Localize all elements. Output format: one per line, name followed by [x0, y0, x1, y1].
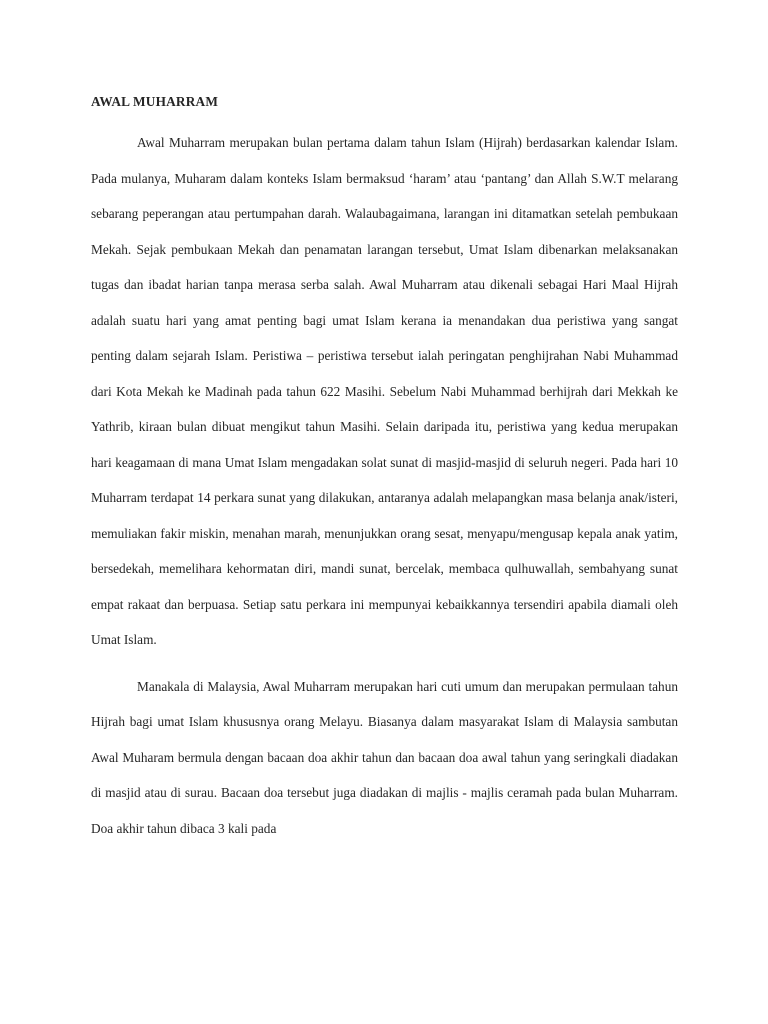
document-body: [91, 90, 678, 846]
paragraph-1: Awal Muharram merupakan bulan pertama dalam tahun Islam (Hijrah) berdasarkan kalendar Islam. Pada mulanya, Muharam dalam konteks Islam bermaksud ‘haram’ atau ‘pantang’ dan Allah S.W.T melarang sebarang peperangan atau pertumpahan darah. Walaubagaimana, larangan ini ditamatkan setelah pembukaan Mekah. Sejak pembukaan Mekah dan penamatan larangan tersebut, Umat Islam dibenarkan melaksanakan tugas dan ibadat harian tanpa merasa serba salah. Awal Muharram atau dikenali sebagai Hari Maal Hijrah adalah suatu hari yang amat penting bagi umat Islam kerana ia menandakan dua peristiwa yang sangat penting dalam sejarah Islam. Peristiwa – peristiwa tersebut ialah peringatan penghijrahan Nabi Muhammad dari Kota Mekah ke Madinah pada tahun 622 Masihi. Sebelum Nabi Muhammad berhijrah dari Mekkah ke Yathrib, kiraan bulan dibuat mengikut tahun Masihi. Selain daripada itu, peristiwa yang kedua merupakan hari keagamaan di mana Umat Islam mengadakan solat sunat di masjid-masjid di seluruh negeri. Pada hari 10 Muharram terdapat 14 perkara sunat yang dilakukan, antaranya adalah melapangkan masa belanja anak/isteri, memuliakan fakir miskin, menahan marah, menunjukkan orang sesat, menyapu/mengusap kepala anak yatim, bersedekah, memelihara kehormatan diri, mandi sunat, bercelak, membaca qulhuwallah, sembahyang sunat empat rakaat dan berpuasa. Setiap satu perkara ini mempunyai kebaikkannya tersendiri apabila diamali oleh Umat Islam.: [91, 135, 678, 647]
document-title: AWAL MUHARRAM: [91, 94, 219, 109]
paragraph-2: Manakala di Malaysia, Awal Muharram merupakan hari cuti umum dan merupakan permulaan tahun Hijrah bagi umat Islam khususnya orang Melayu. Biasanya dalam masyarakat Islam di Malaysia sambutan Awal Muharam bermula dengan bacaan doa akhir tahun dan bacaan doa awal tahun yang seringkali diadakan di masjid atau di surau. Bacaan doa tersebut juga diadakan di majlis - majlis ceramah pada bulan Muharram. Doa akhir tahun dibaca 3 kali pada: [91, 678, 678, 836]
